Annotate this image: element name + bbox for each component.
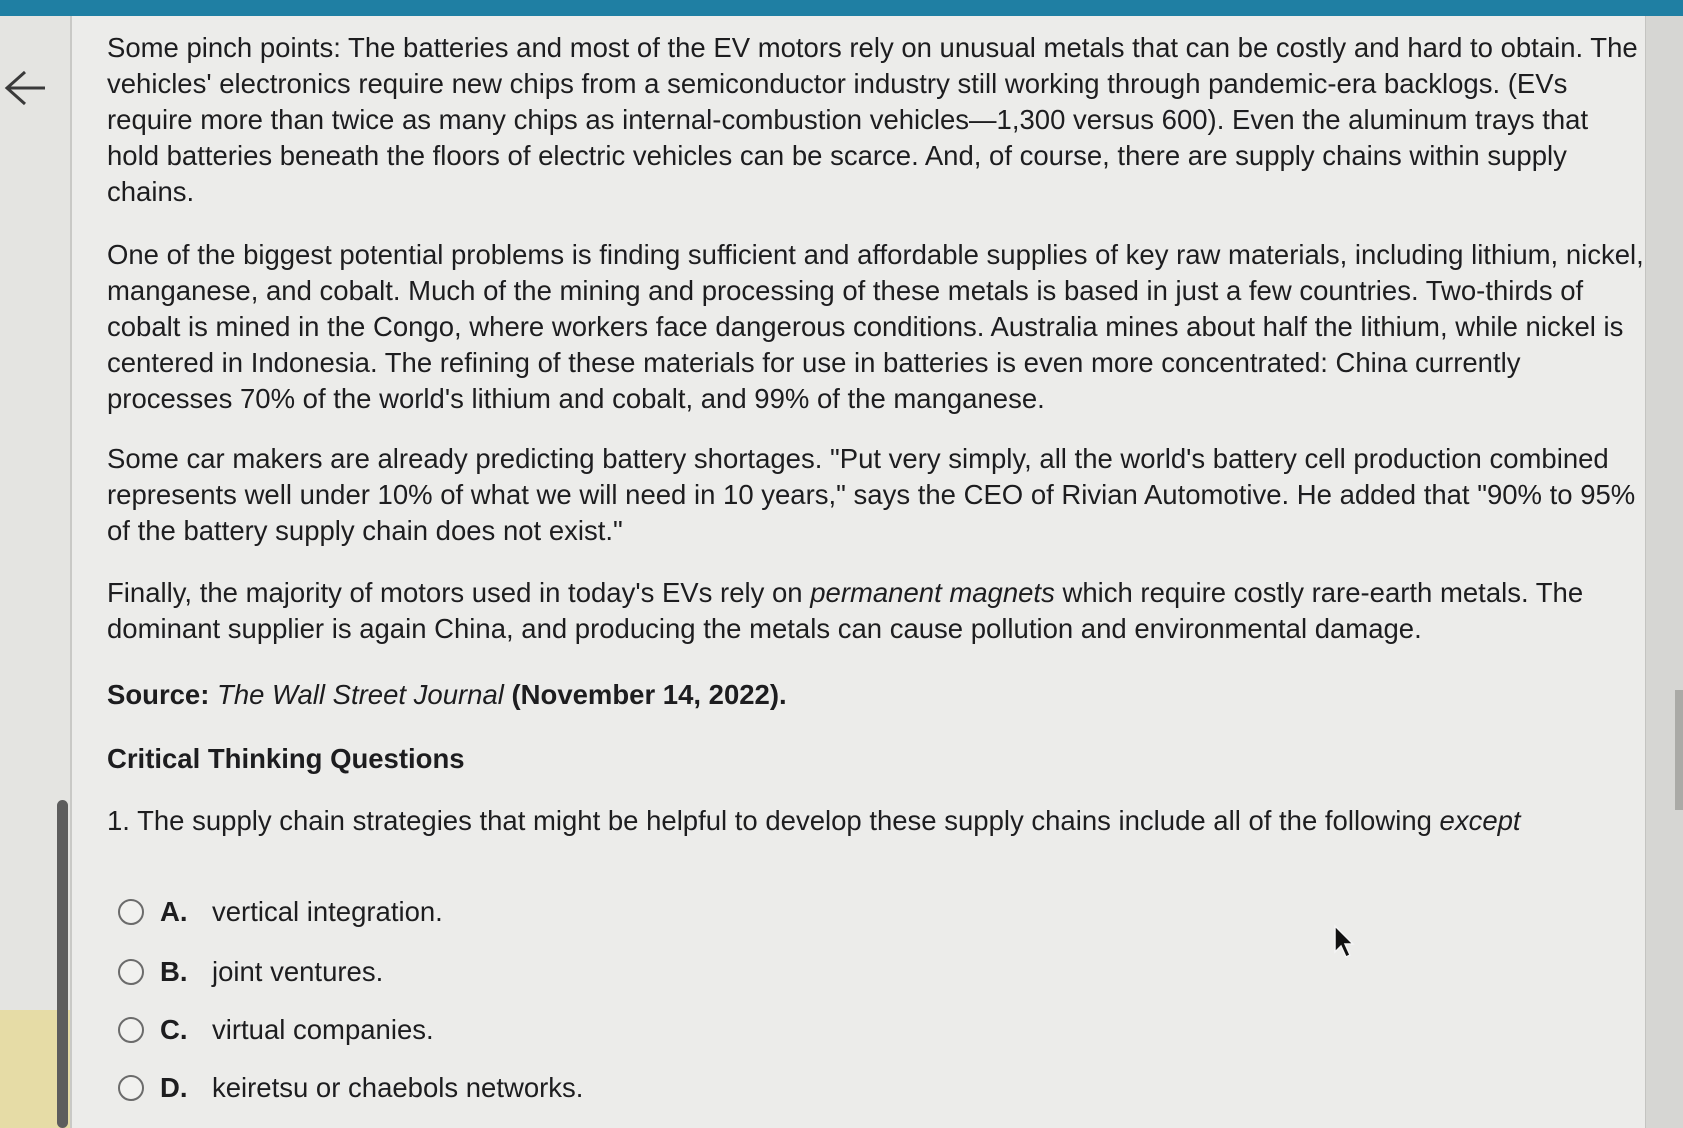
option-text: vertical integration. [212,896,443,927]
scrollbar-thumb[interactable] [57,800,68,1128]
question-prompt [107,803,1647,839]
option-letter: B. [160,956,188,987]
article-paragraph-1: Some pinch points: The batteries and most of the EV motors rely on unusual metals that can be costly and hard to obtain. The vehicles' electronics require new chips from a semiconductor industry still working through pandemic-era backlogs. (EVs require more than twice as many chips as internal-combustion vehicles—1,300 versus 600). Even the aluminum trays that hold batteries beneath the floors of electric vehicles can be scarce. And, of course, there are supply chains within supply chains. [107,32,1638,207]
radio-button-icon[interactable] [118,1075,144,1101]
radio-button-icon[interactable] [118,1017,144,1043]
source-citation [107,677,1647,713]
option-letter: D. [160,1072,188,1103]
mouse-pointer-icon [1333,924,1357,960]
radio-button-icon[interactable] [118,899,144,925]
source-label: Source: [107,679,210,710]
top-bar [0,0,1683,16]
answer-option-d[interactable] [118,1066,583,1110]
back-button[interactable] [0,60,50,116]
answer-option-c[interactable] [118,1008,434,1052]
paragraph-4-emphasis: permanent magnets [810,577,1055,608]
left-arrow-icon [3,68,47,108]
radio-button-icon[interactable] [118,959,144,985]
option-text: virtual companies. [212,1014,434,1045]
option-letter: A. [160,896,188,927]
question-text: 1. The supply chain strategies that might be helpful to develop these supply chains include all of the following [107,805,1440,836]
answer-option-b[interactable] [118,950,383,994]
paragraph-4-text-end: which require costly rare-earth metals. The dominant supplier is again China, and producing the metals can cause pollution and environmental damage. [107,577,1584,644]
source-publication: The Wall Street Journal [217,679,504,710]
option-text: keiretsu or chaebols networks. [212,1072,584,1103]
article-paragraph-4 [107,575,1647,647]
right-scroll-marker[interactable] [1675,690,1683,810]
option-text: joint ventures. [212,956,384,987]
article-paragraph-2: One of the biggest potential problems is finding sufficient and affordable supplies of key raw materials, including lithium, nickel, manganese, and cobalt. Much of the mining and processing of these metals is based in just a few countries. Two-thirds of cobalt is mined in the Congo, where workers face dangerous conditions. Australia mines about half the lithium, while nickel is centered in Indonesia. The refining of these materials for use in batteries is even more concentrated: China currently processes 70% of the world's lithium and cobalt, and 99% of the manganese. [107,239,1644,414]
answer-option-a[interactable] [118,890,443,934]
article-paragraph-3: Some car makers are already predicting battery shortages. "Put very simply, all the world's battery cell production combined represents well under 10% of what we will need in 10 years," says the CEO of Rivian Automotive. He added that "90% to 95% of the battery supply chain does not exist." [107,443,1636,546]
question-emphasis: except [1439,805,1521,836]
source-date: (November 14, 2022). [511,679,787,710]
right-panel-edge [1645,16,1683,1128]
option-letter: C. [160,1014,188,1045]
section-heading: Critical Thinking Questions [107,743,465,774]
paragraph-4-text-start: Finally, the majority of motors used in today's EVs rely on [107,577,811,608]
